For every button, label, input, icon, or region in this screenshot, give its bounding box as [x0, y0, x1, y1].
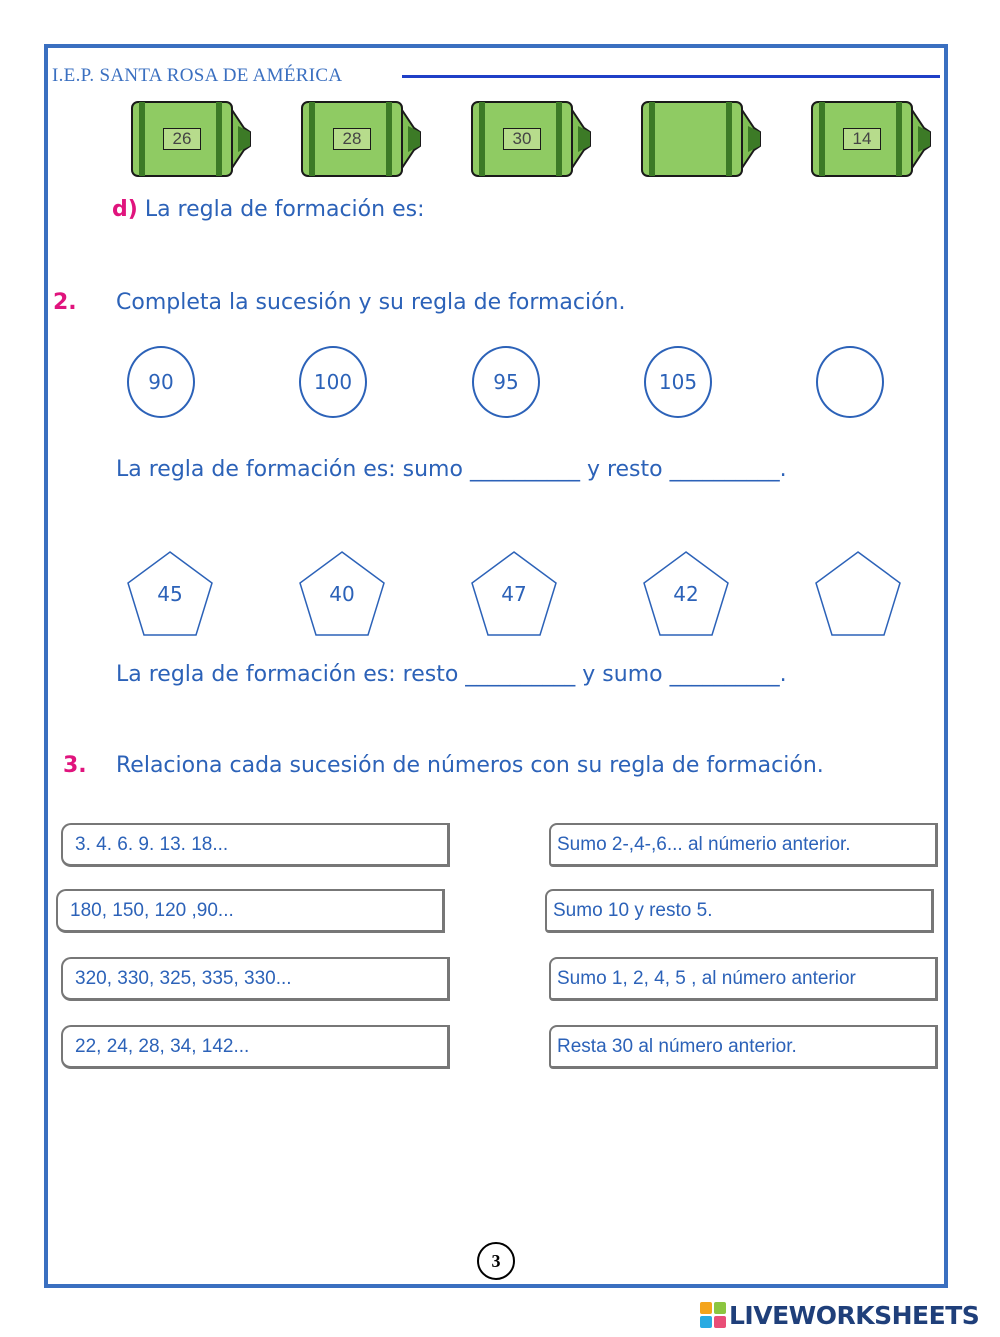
- crayon-5: [810, 98, 932, 180]
- question-1d: [112, 197, 424, 222]
- circle-4: 105: [644, 346, 712, 418]
- crayon-value: 28: [333, 128, 371, 150]
- question-1d-label: d): [112, 197, 138, 222]
- rule-box-4[interactable]: Resta 30 al número anterior.: [549, 1025, 938, 1069]
- question-3-instruction: Relaciona cada sucesión de números con su regla de formación.: [116, 753, 824, 778]
- header-rule: [402, 75, 940, 78]
- circle-1: 90: [127, 346, 195, 418]
- sequence-box-3[interactable]: 320, 330, 325, 335, 330...: [61, 957, 450, 1001]
- rule-box-3[interactable]: Sumo 1, 2, 4, 5 , al número anterior: [549, 957, 938, 1001]
- crayon-4[interactable]: [640, 98, 762, 180]
- page-number: 3: [477, 1242, 515, 1280]
- crayon-2: [300, 98, 422, 180]
- pentagon-value: 45: [157, 582, 183, 606]
- crayon-value: 30: [503, 128, 541, 150]
- circle-3: 95: [472, 346, 540, 418]
- circle-5[interactable]: [816, 346, 884, 418]
- pentagon-value: 42: [673, 582, 699, 606]
- question-2-number: 2.: [53, 290, 77, 315]
- pentagon-4: [641, 549, 731, 639]
- crayon-3: [470, 98, 592, 180]
- pentagon-value: 40: [329, 582, 355, 606]
- sequence-box-2[interactable]: 180, 150, 120 ,90...: [56, 889, 445, 933]
- pentagon-5[interactable]: [813, 549, 903, 639]
- rule-2-text: La regla de formación es: resto __________ y sumo __________.: [116, 662, 787, 687]
- rule-1-text: La regla de formación es: sumo __________ y resto __________.: [116, 457, 787, 482]
- question-3-number: 3.: [63, 753, 87, 778]
- question-2-instruction: Completa la sucesión y su regla de formación.: [116, 290, 626, 315]
- pentagon-3: [469, 549, 559, 639]
- liveworksheets-brand: [700, 1300, 979, 1330]
- pentagon-value: 47: [501, 582, 527, 606]
- pentagon-1: [125, 549, 215, 639]
- sequence-box-4[interactable]: 22, 24, 28, 34, 142...: [61, 1025, 450, 1069]
- rule-box-2[interactable]: Sumo 10 y resto 5.: [545, 889, 934, 933]
- pentagon-2: [297, 549, 387, 639]
- crayon-value: 14: [843, 128, 881, 150]
- crayon-1: [130, 98, 252, 180]
- rule-box-1[interactable]: Sumo 2-,4-,6... al númerio anterior.: [549, 823, 938, 867]
- school-name: I.E.P. SANTA ROSA DE AMÉRICA: [52, 65, 343, 86]
- liveworksheets-logo-icon: [700, 1302, 726, 1328]
- sequence-box-1[interactable]: 3. 4. 6. 9. 13. 18...: [61, 823, 450, 867]
- question-1d-text: La regla de formación es:: [144, 197, 425, 222]
- crayon-value: 26: [163, 128, 201, 150]
- brand-text: LIVEWORKSHEETS: [729, 1300, 980, 1330]
- circle-2: 100: [299, 346, 367, 418]
